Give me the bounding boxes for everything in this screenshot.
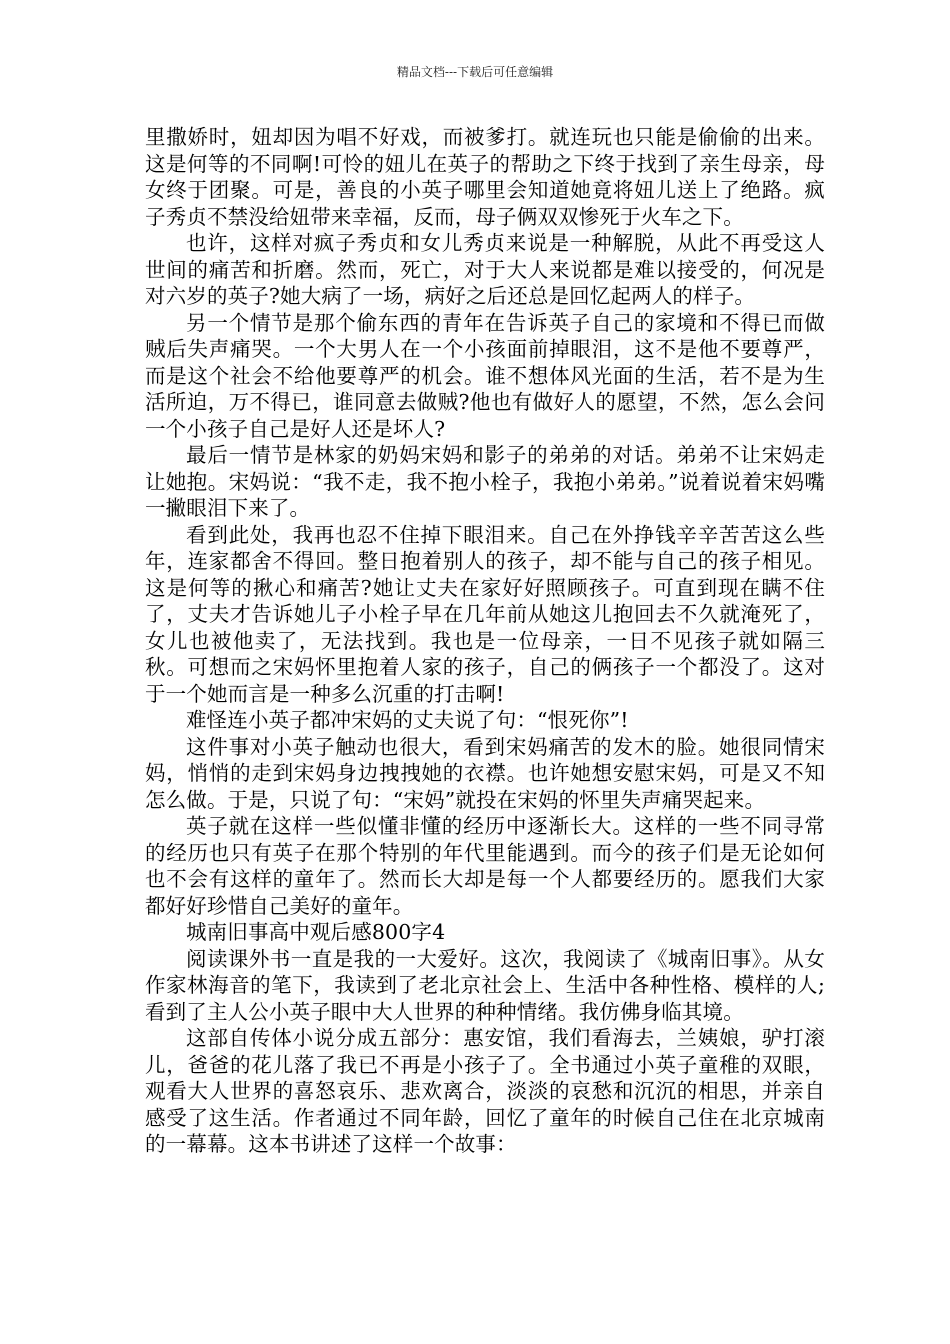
section-heading: 城南旧事高中观后感800字4 [186, 920, 446, 944]
paragraph: 另一个情节是那个偷东西的青年在告诉英子自己的家境和不得已而做贼后失声痛哭。一个大男人在一个小孩面前掉眼泪，这不是他不要尊严，而是这个社会不给他要尊严的机会。谁不想体风光面的生活，若不是为生活所迫，万不得已，谁同意去做贼?他也有做好人的愿望，不然，怎么会问一个小孩子自己是好人还是坏人? [145, 310, 825, 441]
paragraph: 这部自传体小说分成五部分：惠安馆，我们看海去，兰姨娘，驴打滚儿，爸爸的花儿落了我已不再是小孩子了。全书通过小英子童稚的双眼，观看大人世界的喜怒哀乐、悲欢离合，淡淡的哀愁和沉沉的相思，并亲自感受了这生活。作者通过不同年龄，回忆了童年的时候自己住在北京城南的一幕幕。这本书讲述了这样一个故事： [145, 1026, 825, 1156]
page-header: 精品文档---下载后可任意编辑 [396, 65, 554, 79]
paragraph: 这件事对小英子触动也很大，看到宋妈痛苦的发木的脸。她很同情宋妈，悄悄的走到宋妈身边拽拽她的衣襟。也许她想安慰宋妈，可是又不知怎么做。于是，只说了句：“宋妈”就投在宋妈的怀里失声痛哭起来。 [145, 734, 825, 812]
paragraph: 阅读课外书一直是我的一大爱好。这次，我阅读了《城南旧事》。从女作家林海音的笔下，我读到了老北京社会上、生活中各种性格、模样的人;看到了主人公小英子眼中大人世界的种种情绪。我仿佛身临其境。 [145, 946, 825, 1024]
paragraph: 最后一情节是林家的奶妈宋妈和影子的弟弟的对话。弟弟不让宋妈走让她抱。宋妈说：“我不走，我不抱小栓子，我抱小弟弟。”说着说着宋妈嘴一撇眼泪下来了。 [145, 443, 825, 520]
paragraph: 英子就在这样一些似懂非懂的经历中逐渐长大。这样的一些不同寻常的经历也只有英子在那个特别的年代里能遇到。而今的孩子们是无论如何也不会有这样的童年了。然而长大却是每一个人都要经历的。愿我们大家都好好珍惜自己美好的童年。 [145, 814, 825, 918]
paragraph: 里撒娇时，妞却因为唱不好戏，而被爹打。就连玩也只能是偷偷的出来。这是何等的不同啊!可怜的妞儿在英子的帮助之下终于找到了亲生母亲，母女终于团聚。可是，善良的小英子哪里会知道她竟将妞儿送上了绝路。疯子秀贞不禁没给妞带来幸福，反而，母子俩双双惨死于火车之下。 [145, 125, 825, 229]
document-body [145, 124, 825, 1158]
paragraph: 也许，这样对疯子秀贞和女儿秀贞来说是一种解脱，从此不再受这人世间的痛苦和折磨。然而，死亡，对于大人来说都是难以接受的，何况是对六岁的英子?她大病了一场，病好之后还总是回忆起两人的样子。 [145, 231, 825, 308]
paragraph: 看到此处，我再也忍不住掉下眼泪来。自己在外挣钱辛辛苦苦这么些年，连家都舍不得回。整日抱着别人的孩子，却不能与自己的孩子相见。这是何等的揪心和痛苦?她让丈夫在家好好照顾孩子。可直到现在瞒不住了，丈夫才告诉她儿子小栓子早在几年前从她这儿抱回去不久就淹死了，女儿也被他卖了，无法找到。我也是一位母亲，一日不见孩子就如隔三秋。可想而之宋妈怀里抱着人家的孩子，自己的俩孩子一个都没了。这对于一个她而言是一种多么沉重的打击啊! [145, 522, 825, 706]
paragraph: 难怪连小英子都冲宋妈的丈夫说了句：“恨死你”! [186, 708, 629, 732]
